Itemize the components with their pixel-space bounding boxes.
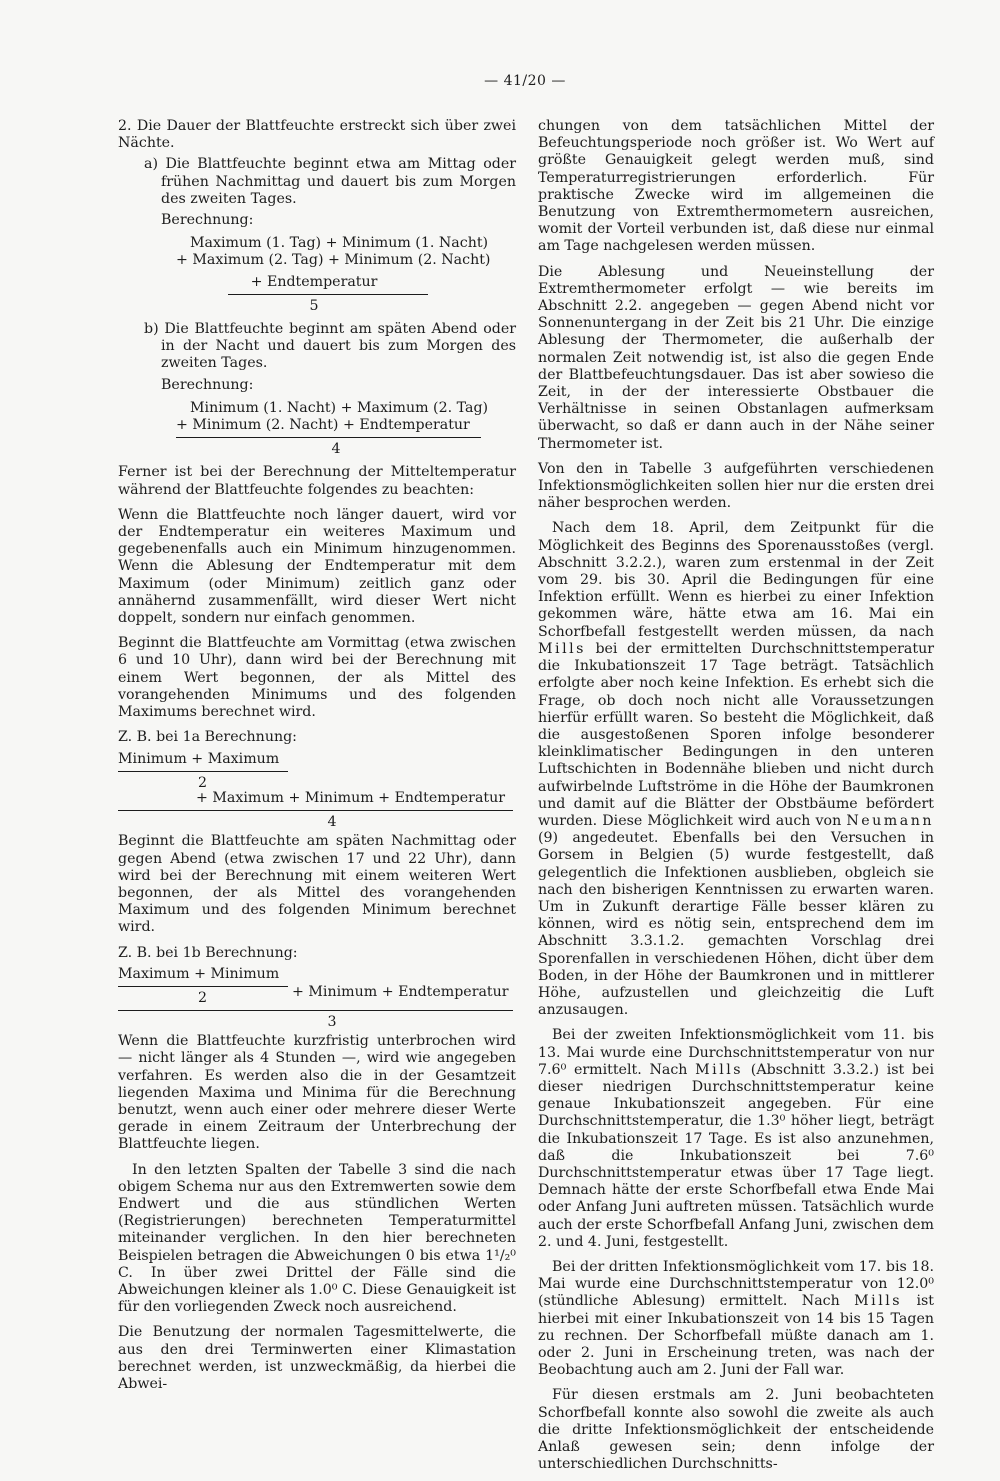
formula-a-line3: + Endtemperatur <box>250 273 378 290</box>
author-name: Mills <box>854 1293 903 1310</box>
paragraph <box>538 520 934 1019</box>
ex2-denominator: 3 <box>327 1013 337 1030</box>
ex2-inner-row <box>118 983 516 1007</box>
formula-b <box>176 400 496 459</box>
item-2b: b) Die Blattfeuchte beginnt am späten Abend oder in der Nacht und dauert bis zum Morgen des zweiten Tages. <box>144 321 516 372</box>
text-run: Bei der dritten Infektionsmöglichkeit vom 17. bis 18. Mai wurde eine Durchschnittstemperatur von 12.0⁰ (stündliche Ablesung) ermittelt. Nach <box>538 1259 934 1310</box>
paragraph: Beginnt die Blattfeuchte am Vormittag (etwa zwischen 6 und 10 Uhr), dann wird bei der Berechnung mit einem Wert begonnen, der als Mittel des vorangehenden Minimums und des folgenden Maximums berechnet wird. <box>118 635 516 721</box>
ex1-inner-denominator: 2 <box>198 774 208 791</box>
example-formula-2 <box>118 966 516 1031</box>
author-name: Mills <box>695 1061 744 1078</box>
item-2: 2. Die Dauer der Blattfeuchte erstreckt sich über zwei Nächte. <box>118 118 516 152</box>
left-column <box>118 118 516 1401</box>
text-run: bei der ermittelten Durchschnittstemperatur die Inkubationszeit 17 Tage beträgt. Tatsächlich erfolgte aber noch keine Infektion. Es erhebt sich die Frage, ob doch noch nicht alle Voraussetzungen hierfür erfüllt waren. So besteht die Möglichkeit, daß die ausgestoßenen Sporen infolge besonderer kleinklimatischer Bedingungen in den unteren Luftschichten in Bodennähe blieben und nicht durch aufwirbelnde Luftströme in die Höhe der Baumkronen und damit auf die Blätter der Obstbäume befördert wurden. Diese Möglichkeit wird auch von <box>538 640 934 829</box>
author-name: Mills <box>538 640 586 657</box>
text-run: (9) angedeutet. Ebenfalls bei den Versuchen in Gorsem in Belgien (5) wurde festgestellt, daß gelegentlich die Infektionen ausblieben, obgleich sie nach den bisherigen Kenntnissen zu erwarten waren. Um in Zukunft derartige Fälle besser klären zu können, wird es nötig sein, entsprechend dem im Abschnitt 3.3.1.2. gemachten Vorschlag drei Sporenfallen in verschiedenen Höhen, dicht über dem Boden, in der Höhe der Baumkronen und in mittlerer Höhe, aufzustellen und gleichzeitig die Luft anzusaugen. <box>538 830 934 1019</box>
fraction-rule <box>118 986 288 987</box>
text-run: Nach dem 18. April, dem Zeitpunkt für die Möglichkeit des Beginns des Sporenausstoßes (vergl. Abschnitt 3.2.2.), waren zum erstenmal in der Zeit vom 29. bis 30. April die Bedingungen für eine Infektion erfüllt. Wenn es hierbei zu einer Infektion gekommen wäre, hätte etwa am 16. Mai ein Schorfbefall festgestellt werden müssen, da nach <box>538 520 934 640</box>
paragraph: Für diesen erstmals am 2. Juni beobachteten Schorfbefall konnte also sowohl die zweite als auch die dritte Infektionsmöglichkeit der entscheidende Anlaß gewesen sein; denn infolge der unterschiedlichen Durchschnitts- <box>538 1387 934 1473</box>
paragraph: In den letzten Spalten der Tabelle 3 sind die nach obigem Schema nur aus den Extremwerten sowie dem Endwert und die aus stündlichen Werten (Registrierungen) berechneten Temperaturmittel miteinander verglichen. In den hier berechneten Beispielen betragen die Abweichungen 0 bis etwa 1¹/₂⁰ C. In über zwei Drittel der Fälle sind die Abweichungen kleiner als 1.0⁰ C. Diese Genauigkeit ist für den vorliegenden Zweck noch ausreichend. <box>118 1161 516 1316</box>
calc-label-a: Berechnung: <box>161 212 254 229</box>
page-number: — 41/20 — <box>484 73 566 89</box>
paragraph: Ferner ist bei der Berechnung der Mitteltemperatur während der Blattfeuchte folgendes zu beachten: <box>118 464 516 498</box>
formula-b-line1: Minimum (1. Nacht) + Maximum (2. Tag) <box>190 399 489 416</box>
paragraph: Beginnt die Blattfeuchte am späten Nachmittag oder gegen Abend (etwa zwischen 17 und 22 Uhr), dann wird bei der Berechnung mit einem weiteren Wert begonnen, der als Mittel des vorangehenden Maximum und des folgenden Minimum berechnet wird. <box>118 833 516 936</box>
formula-a-line2: + Maximum (2. Tag) + Minimum (2. Nacht) <box>176 252 491 269</box>
formula-a <box>176 235 516 315</box>
right-column <box>538 118 934 1481</box>
paragraph <box>538 1259 934 1379</box>
text-run: (Abschnitt 3.3.2.) ist bei dieser niedrigen Durchschnittstemperatur keine genaue Inkubationszeit angegeben. Für eine Durchschnittstemperatur, die 1.3⁰ höher liegt, beträgt die Inkubationszeit 17 Tage. Es ist also anzunehmen, daß die Inkubationszeit bei 7.6⁰ Durchschnittstemperatur etwas über 17 Tage liegt. Demnach hätte der erste Schorfbefall etwa Ende Mai oder Anfang Juni auftreten müssen. Tatsächlich wurde auch der erste Schorfbefall Anfang Juni, zwischen dem 2. und 4. Juni, festgestellt. <box>538 1061 935 1250</box>
calc-label-b: Berechnung: <box>161 376 254 393</box>
fraction-rule <box>118 771 288 772</box>
text-run: ist hierbei mit einer Inkubationszeit von 14 bis 15 Tagen zu rechnen. Der Schorfbefall müßte danach am 1. oder 2. Juni in Erscheinung treten, was nach der Beobachtung auch am 2. Juni der Fall war. <box>538 1293 935 1379</box>
paragraph: Von den in Tabelle 3 aufgeführten verschiedenen Infektionsmöglichkeiten sollen hier nur die ersten drei näher besprochen werden. <box>538 460 934 512</box>
paragraph: Wenn die Blattfeuchte noch länger dauert, wird vor der Endtemperatur ein weiteres Maximum und gegebenenfalls auch ein Minimum hinzugenommen. Wenn die Ablesung der Endtemperatur mit dem Maximum (oder Minimum) zeitlich ganz oder annähernd zusammenfällt, wird dieser Wert nicht doppelt, sondern nur einfach genommen. <box>118 506 516 627</box>
example-label: Z. B. bei 1b Berechnung: <box>118 944 298 961</box>
paragraph <box>538 1027 934 1251</box>
paragraph: Wenn die Blattfeuchte kurzfristig unterbrochen wird — nicht länger als 4 Stunden —, wird wie angegeben verfahren. Es werden also die in der Gesamtzeit liegenden Maxima und Minima für die Berechnung benutzt, wenn auch einer oder mehrere dieser Werte gerade in einem Zeitraum der Unterbrechung der Blattfeuchte liegen. <box>118 1033 516 1153</box>
fraction-rule <box>228 294 428 295</box>
paragraph: chungen von dem tatsächlichen Mittel der Befeuchtungsperiode noch größer ist. Wo Wert auf größte Genauigkeit gelegt werden muß, sind Temperaturregistrierungen erforderlich. Für praktische Zwecke wird im allgemeinen die Benutzung von Extremthermometern ausreichen, womit der Vorteil verbunden ist, daß diese nur einmal am Tage nachgelesen werden müssen. <box>538 118 934 255</box>
formula-a-denominator: 5 <box>309 297 319 314</box>
formula-b-line2: + Minimum (2. Nacht) + Endtemperatur <box>176 417 470 434</box>
ex2-inner-numerator: Maximum + Minimum <box>118 965 280 982</box>
ex1-inner-numerator: Minimum + Maximum <box>118 750 280 767</box>
example-label: Z. B. bei 1a Berechnung: <box>118 729 297 746</box>
formula-b-denominator: 4 <box>331 441 341 458</box>
example-formula-1 <box>118 751 516 832</box>
item-2a: a) Die Blattfeuchte beginnt etwa am Mittag oder frühen Nachmittag und dauert bis zum Morgen des zweiten Tages. <box>144 156 516 207</box>
ex1-denominator: 4 <box>327 814 337 831</box>
paragraph: Die Ablesung und Neueinstellung der Extremthermometer erfolgt — wie bereits im Abschnitt 2.2. angegeben — gegen Abend nicht vor Sonnenuntergang in der Zeit bis 21 Uhr. Die einzige Ablesung der Thermometer, die außerhalb der normalen Zeit notwendig ist, ist also die gegen Ende der Blattbefeuchtungsdauer. Das ist aber sowieso die Zeit, in der der interessierte Obstbauer die Verhältnisse in seinen Obstanlagen aufmerksam überwacht, so daß er dann auch in der Nähe seiner Thermometer ist. <box>538 263 934 452</box>
ex2-rest: + Minimum + Endtemperatur <box>292 983 509 1000</box>
text-run: Bei der zweiten Infektionsmöglichkeit vom 11. bis 13. Mai wurde eine Durchschnittstemperatur von nur 7.6⁰ ermittelt. Nach <box>538 1027 934 1078</box>
ex1-rest: + Maximum + Minimum + Endtemperatur <box>196 789 506 806</box>
formula-a-line1: Maximum (1. Tag) + Minimum (1. Nacht) <box>190 235 489 252</box>
fraction-rule <box>176 437 481 438</box>
paragraph: Die Benutzung der normalen Tagesmittelwerte, die aus den drei Terminwerten einer Klimastation berechnet werden, ist unzweckmäßig, da hierbei die Abwei- <box>118 1324 516 1392</box>
author-name: Neumann <box>846 812 934 829</box>
fraction-rule <box>118 1010 513 1011</box>
fraction-rule <box>118 810 513 811</box>
ex2-inner-denominator: 2 <box>198 989 208 1006</box>
